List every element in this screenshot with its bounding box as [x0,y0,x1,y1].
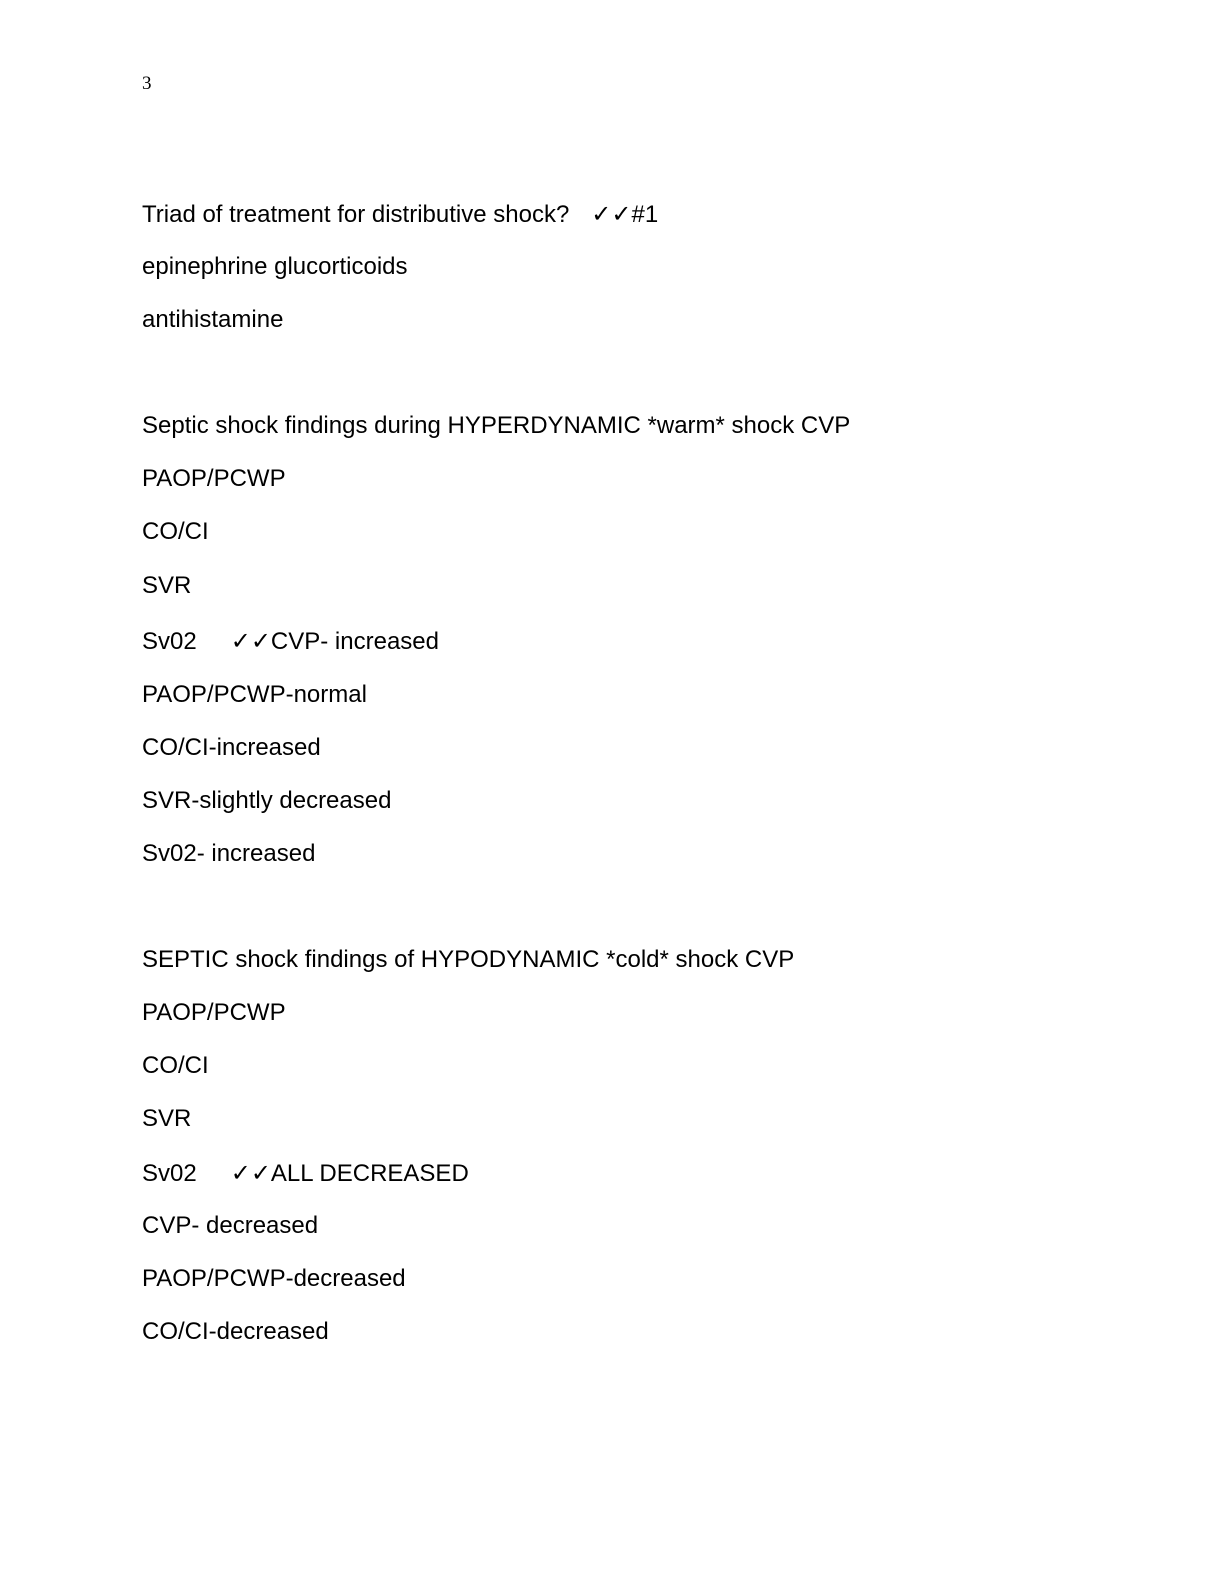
section-2-line: CO/CI [142,518,209,545]
section-3-line: CO/CI-decreased [142,1318,329,1345]
section-3-line: PAOP/PCWP [142,999,286,1026]
checkmark-icon: ✓✓ [591,200,632,228]
checkmark-icon: ✓✓ [230,627,271,655]
section-2-question: Septic shock findings during HYPERDYNAMIC *warm* shock CVP [142,412,851,439]
checkmark-icon: ✓✓ [230,1159,271,1187]
section-3-question: SEPTIC shock findings of HYPODYNAMIC *cold* shock CVP [142,946,795,973]
section-3-marked-line [142,1158,469,1189]
section-2-line: PAOP/PCWP-normal [142,681,367,708]
section-3-line: CO/CI [142,1052,209,1079]
section-2-line: SVR-slightly decreased [142,787,392,814]
mark-suffix: #1 [631,201,659,228]
section-2-marked-line [142,626,439,657]
section-1-question [142,199,658,230]
section-2-line: CO/CI-increased [142,734,321,761]
section-2-line: PAOP/PCWP [142,465,286,492]
section-3-line: SVR [142,1105,192,1132]
section-1-line: epinephrine glucorticoids [142,253,408,280]
page-number: 3 [142,73,152,94]
mark-suffix: CVP- increased [270,628,439,655]
mark-suffix: ALL DECREASED [270,1160,469,1187]
section-1-line: antihistamine [142,306,284,333]
marked-line-prefix: Sv02 [142,1160,197,1187]
question-text: Triad of treatment for distributive shock? [142,201,570,228]
section-2-line: Sv02- increased [142,840,316,867]
section-3-line: PAOP/PCWP-decreased [142,1265,406,1292]
section-2-line: SVR [142,572,192,599]
marked-line-prefix: Sv02 [142,628,197,655]
section-3-line: CVP- decreased [142,1212,319,1239]
